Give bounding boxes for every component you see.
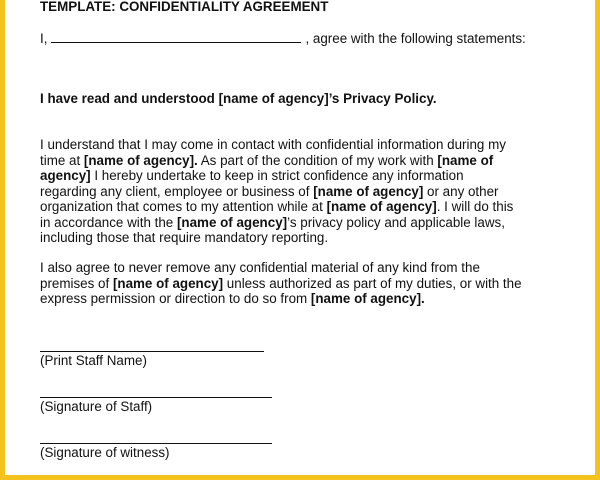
paragraph-line	[40, 291, 565, 307]
text-span: express permission or direction to do so from	[40, 291, 311, 306]
signature-line	[40, 397, 272, 398]
text-span: or any other	[423, 183, 499, 199]
agency-placeholder: [name of agency]	[176, 214, 288, 230]
witness-signature-label: (Signature of witness)	[40, 445, 170, 460]
agency-placeholder: [name of agency]	[112, 275, 224, 291]
staff-signature-block	[40, 397, 272, 415]
paragraph-line	[40, 168, 565, 184]
paragraph-line	[40, 184, 565, 200]
paragraph-line	[40, 153, 565, 169]
text-span: organization that comes to my attention while at	[40, 199, 327, 214]
text-span: . I will do this	[436, 199, 514, 214]
document-title: TEMPLATE: CONFIDENTIALITY AGREEMENT	[40, 0, 329, 14]
name-blank-line	[51, 30, 301, 43]
paragraph-line: I understand that I may come in contact with confidential information during my	[40, 137, 506, 152]
agency-placeholder: agency]	[40, 168, 91, 183]
signature-line	[40, 443, 272, 444]
text-span: regarding any client, employee or business of	[40, 183, 314, 199]
agreement-statement	[40, 30, 526, 47]
staff-signature-label: (Signature of Staff)	[40, 399, 153, 414]
agency-placeholder: [name of	[437, 152, 494, 168]
signature-line	[40, 351, 264, 352]
text-span: ’s privacy policy and applicable laws,	[287, 214, 505, 230]
text-span: As part of the condition of my work with	[197, 152, 438, 168]
paragraph-line	[40, 276, 565, 292]
agency-placeholder: [name of agency]	[326, 199, 437, 214]
text-span: premises of	[40, 275, 113, 291]
statement-suffix: , agree with the following statements:	[305, 31, 526, 46]
text-span: time at	[40, 152, 84, 168]
material-removal-paragraph	[40, 260, 565, 307]
text-span: in accordance with the	[40, 214, 177, 230]
staff-name-label: (Print Staff Name)	[40, 353, 147, 368]
witness-signature-block	[40, 443, 272, 461]
text-span: unless authorized as part of my duties, or with the	[223, 275, 522, 291]
confidentiality-paragraph	[40, 137, 565, 246]
paragraph-line: including those that require mandatory reporting.	[40, 230, 329, 245]
staff-name-signature-block	[40, 351, 264, 369]
paragraph-line	[40, 215, 565, 231]
agency-placeholder: [name of agency].	[83, 152, 198, 168]
statement-prefix: I,	[40, 31, 48, 46]
paragraph-line	[40, 199, 565, 215]
privacy-policy-statement: I have read and understood [name of agency]’s Privacy Policy.	[40, 91, 437, 106]
text-span: I hereby undertake to keep in strict confidence any information	[90, 168, 464, 183]
agency-placeholder: [name of agency].	[310, 291, 425, 306]
paragraph-line: I also agree to never remove any confidential material of any kind from the	[40, 260, 480, 275]
agency-placeholder: [name of agency]	[313, 183, 424, 199]
